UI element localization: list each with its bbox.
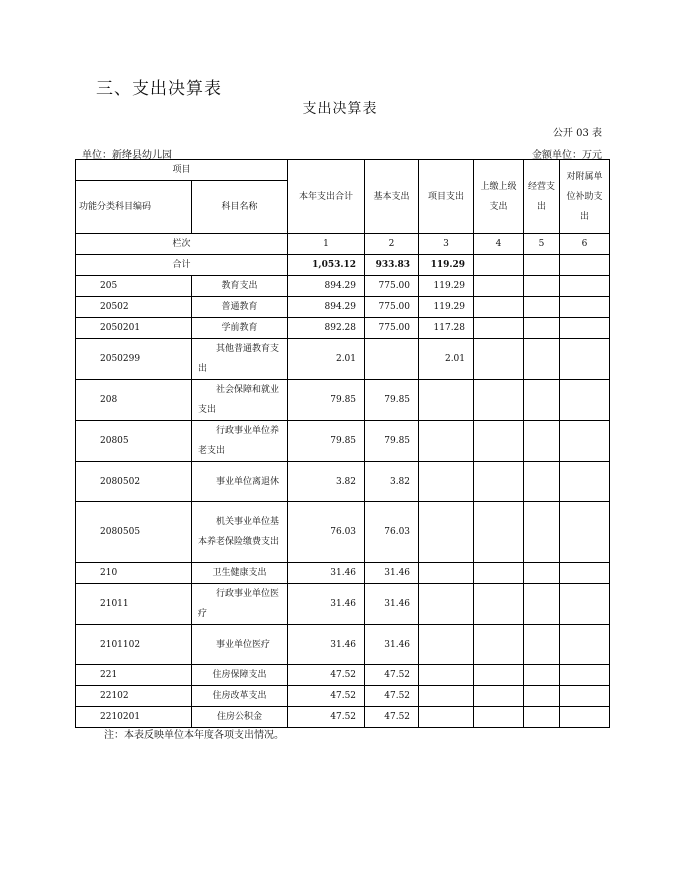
row-code: 2210201 (76, 707, 192, 728)
row-name: 行政事业单位养老支出 (192, 421, 288, 462)
row-total: 47.52 (288, 686, 365, 707)
table-row (76, 339, 610, 380)
row-basic: 47.52 (365, 665, 419, 686)
row-code: 2101102 (76, 625, 192, 665)
row-basic: 79.85 (365, 380, 419, 421)
column-index-3: 3 (419, 234, 474, 255)
row-name: 机关事业单位基本养老保险缴费支出 (192, 502, 288, 563)
row-code: 20502 (76, 297, 192, 318)
row-project (419, 707, 474, 728)
row-basic: 31.46 (365, 625, 419, 665)
header-project-expense: 项目支出 (419, 160, 474, 234)
row-name: 事业单位医疗 (192, 625, 288, 665)
row-project (419, 380, 474, 421)
table-row (76, 380, 610, 421)
row-project: 119.29 (419, 276, 474, 297)
table-row (76, 625, 610, 665)
row-basic: 31.46 (365, 563, 419, 584)
header-subsidy: 对附属单位补助支出 (560, 160, 610, 234)
row-total: 3.82 (288, 462, 365, 502)
total-project: 119.29 (419, 255, 474, 276)
column-index-label: 栏次 (76, 234, 288, 255)
row-total: 79.85 (288, 380, 365, 421)
header-basic: 基本支出 (365, 160, 419, 234)
table-row (76, 318, 610, 339)
row-project (419, 563, 474, 584)
row-basic: 775.00 (365, 297, 419, 318)
row-total: 31.46 (288, 584, 365, 625)
row-code: 2050201 (76, 318, 192, 339)
row-code: 20805 (76, 421, 192, 462)
header-project: 项目 (76, 160, 288, 181)
row-total: 894.29 (288, 276, 365, 297)
amount-unit: 金额单位：万元 (532, 150, 602, 161)
row-basic: 76.03 (365, 502, 419, 563)
header-total: 本年支出合计 (288, 160, 365, 234)
row-code: 208 (76, 380, 192, 421)
header-code: 功能分类科目编码 (76, 181, 192, 234)
column-index-6: 6 (560, 234, 610, 255)
row-project (419, 665, 474, 686)
organization-unit: 单位：新绛县幼儿园 (82, 150, 172, 161)
row-project: 119.29 (419, 297, 474, 318)
row-basic: 79.85 (365, 421, 419, 462)
row-name: 住房保障支出 (192, 665, 288, 686)
row-code: 2080505 (76, 502, 192, 563)
row-code: 2050299 (76, 339, 192, 380)
row-basic: 3.82 (365, 462, 419, 502)
row-name: 事业单位离退休 (192, 462, 288, 502)
row-name: 住房改革支出 (192, 686, 288, 707)
total-label: 合计 (76, 255, 288, 276)
row-total: 31.46 (288, 563, 365, 584)
row-project (419, 502, 474, 563)
row-project: 117.28 (419, 318, 474, 339)
row-project (419, 686, 474, 707)
row-name: 行政事业单位医疗 (192, 584, 288, 625)
table-row (76, 462, 610, 502)
table-note: 注：本表反映单位本年度各项支出情况。 (104, 730, 284, 741)
table-row (76, 686, 610, 707)
row-project (419, 421, 474, 462)
row-name: 社会保障和就业支出 (192, 380, 288, 421)
row-total: 79.85 (288, 421, 365, 462)
row-total: 894.29 (288, 297, 365, 318)
row-total: 47.52 (288, 665, 365, 686)
header-upper: 上缴上级支出 (474, 160, 524, 234)
row-code: 221 (76, 665, 192, 686)
row-basic: 31.46 (365, 584, 419, 625)
column-index-2: 2 (365, 234, 419, 255)
row-project (419, 584, 474, 625)
column-index-4: 4 (474, 234, 524, 255)
row-total: 47.52 (288, 707, 365, 728)
total-basic: 933.83 (365, 255, 419, 276)
row-basic: 47.52 (365, 686, 419, 707)
row-code: 210 (76, 563, 192, 584)
row-name: 学前教育 (192, 318, 288, 339)
table-row (76, 665, 610, 686)
section-title: 三、支出决算表 (96, 79, 222, 99)
row-basic (365, 339, 419, 380)
row-basic: 775.00 (365, 276, 419, 297)
row-name: 普通教育 (192, 297, 288, 318)
table-row (76, 421, 610, 462)
row-total: 892.28 (288, 318, 365, 339)
table-title: 支出决算表 (302, 101, 378, 117)
form-number: 公开 03 表 (552, 128, 602, 139)
row-project (419, 625, 474, 665)
table-row (76, 563, 610, 584)
expenditure-table (75, 159, 610, 728)
column-index-1: 1 (288, 234, 365, 255)
row-project (419, 462, 474, 502)
row-total: 31.46 (288, 625, 365, 665)
table-row (76, 276, 610, 297)
row-basic: 47.52 (365, 707, 419, 728)
row-name: 住房公积金 (192, 707, 288, 728)
row-total: 2.01 (288, 339, 365, 380)
table-row (76, 297, 610, 318)
table-row (76, 584, 610, 625)
row-code: 21011 (76, 584, 192, 625)
row-code: 205 (76, 276, 192, 297)
total-value: 1,053.12 (288, 255, 365, 276)
row-name: 卫生健康支出 (192, 563, 288, 584)
row-code: 22102 (76, 686, 192, 707)
table-row (76, 707, 610, 728)
header-business: 经营支出 (524, 160, 560, 234)
column-index-5: 5 (524, 234, 560, 255)
row-name: 其他普通教育支出 (192, 339, 288, 380)
table-row (76, 502, 610, 563)
row-code: 2080502 (76, 462, 192, 502)
total-row (76, 255, 610, 276)
row-basic: 775.00 (365, 318, 419, 339)
row-project: 2.01 (419, 339, 474, 380)
row-total: 76.03 (288, 502, 365, 563)
row-name: 教育支出 (192, 276, 288, 297)
header-name: 科目名称 (192, 181, 288, 234)
